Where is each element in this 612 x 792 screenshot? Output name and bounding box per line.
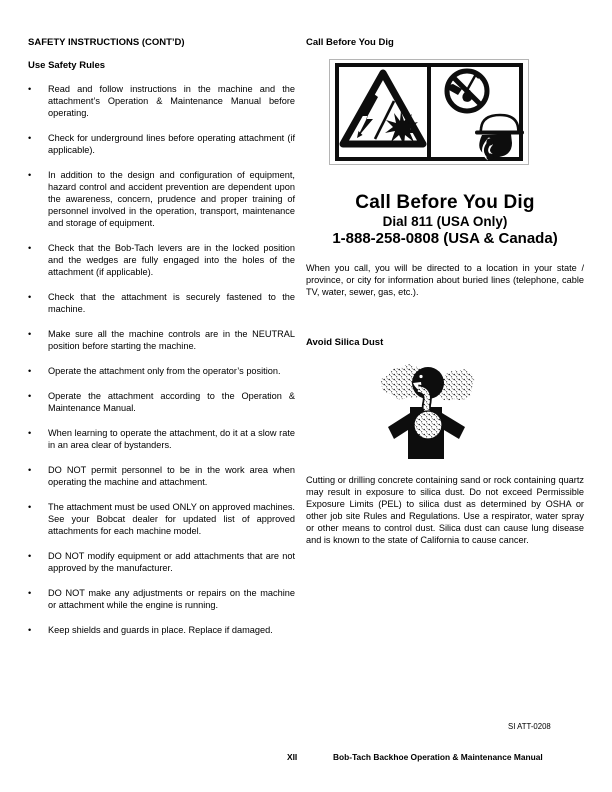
list-item-text: Check that the attachment is securely fastened to the machine. (48, 292, 295, 314)
list-item-text: Operate the attachment only from the operator’s position. (48, 366, 281, 376)
document-code: SI ATT-0208 (508, 722, 551, 731)
list-item-text: DO NOT make any adjustments or repairs on the machine or attachment while the engine is running. (48, 588, 295, 610)
list-item-text: Check that the Bob-Tach levers are in the locked position and the wedges are fully engaged into the holes of the attachment (if applicable). (48, 243, 295, 277)
electrocution-hazard-no-dig-icon (329, 59, 529, 165)
list-item (28, 242, 295, 278)
bullet-marker: • (28, 502, 32, 512)
list-item-text: When learning to operate the attachment, do it at a slow rate in an area clear of bystanders. (48, 428, 295, 450)
list-item (28, 390, 295, 414)
list-item-text: Make sure all the machine controls are in the NEUTRAL position before starting the machine. (48, 329, 295, 351)
silica-dust-figure (378, 363, 475, 459)
list-item (28, 587, 295, 611)
list-item-text: The attachment must be used ONLY on approved machines. See your Bobcat dealer for updated list of approved attachments for each machine model. (48, 502, 295, 536)
list-item (28, 624, 295, 636)
bullet-marker: • (28, 428, 32, 438)
list-item (28, 291, 295, 315)
silica-dust-inhalation-icon (378, 363, 475, 459)
subheading-use-safety-rules: Use Safety Rules (28, 60, 106, 71)
list-item (28, 365, 295, 377)
section-heading-call-before-you-dig: Call Before You Dig (306, 37, 394, 48)
section-heading-safety-instructions: SAFETY INSTRUCTIONS (CONT’D) (28, 37, 185, 48)
list-item (28, 132, 295, 156)
bullet-marker: • (28, 465, 32, 475)
section-heading-avoid-silica-dust: Avoid Silica Dust (306, 337, 384, 348)
list-item-text: Check for underground lines before operating attachment (if applicable). (48, 133, 295, 155)
list-item (28, 550, 295, 574)
call-before-dig-warning-figure (329, 59, 529, 165)
page-number: XII (287, 752, 298, 762)
bullet-marker: • (28, 588, 32, 598)
list-item-text: DO NOT permit personnel to be in the work area when operating the machine and attachment. (48, 465, 295, 487)
list-item-text: DO NOT modify equipment or add attachments that are not approved by the manufacturer. (48, 551, 295, 573)
callout-title: Call Before You Dig (355, 192, 535, 213)
list-item-text: Read and follow instructions in the machine and the attachment’s Operation & Maintenance Manual before operating. (48, 84, 295, 118)
list-item-text: Operate the attachment according to the Operation & Maintenance Manual. (48, 391, 295, 413)
bullet-marker: • (28, 243, 32, 253)
call-before-dig-callout (306, 192, 584, 248)
silica-paragraph: Cutting or drilling concrete containing sand or rock containing quartz may result in exposure to silica dust. Do not exceed Permissible Exposure Limits (PEL) to silica dust as determined by OSHA or other job site Rules and Regulations. Use a respirator, water spray or other means to control dust. Silica dust can cause lung disease and is known to the state of California to cause cancer. (306, 475, 584, 545)
left-column (28, 37, 295, 649)
list-item (28, 83, 295, 119)
bullet-marker: • (28, 170, 32, 180)
callout-phone-811: Dial 811 (USA Only) (382, 214, 508, 229)
list-item (28, 464, 295, 488)
bullet-marker: • (28, 551, 32, 561)
bullet-marker: • (28, 133, 32, 143)
bullet-marker: • (28, 625, 32, 635)
list-item (28, 427, 295, 451)
bullet-marker: • (28, 391, 32, 401)
bullet-marker: • (28, 366, 32, 376)
list-item-text: In addition to the design and configuration of equipment, hazard control and accident prevention are dependent upon the awareness, concern, prudence and proper training of personnel involved in the operation, transport, maintenance and storage of equipment. (48, 170, 295, 228)
bullet-marker: • (28, 292, 32, 302)
callout-phone-888: 1-888-258-0808 (USA & Canada) (332, 230, 558, 247)
bullet-marker: • (28, 84, 32, 94)
bullet-marker: • (28, 329, 32, 339)
dig-paragraph: When you call, you will be directed to a location in your state / province, or city for information about buried lines (telephone, cable TV, water, sewer, gas, etc.). (306, 263, 584, 297)
list-item (28, 501, 295, 537)
safety-rules-list (28, 83, 295, 636)
list-item (28, 328, 295, 352)
list-item-text: Keep shields and guards in place. Replace if damaged. (48, 625, 273, 635)
right-column (306, 37, 584, 546)
list-item (28, 169, 295, 229)
manual-title: Bob-Tach Backhoe Operation & Maintenance Manual (333, 752, 543, 762)
